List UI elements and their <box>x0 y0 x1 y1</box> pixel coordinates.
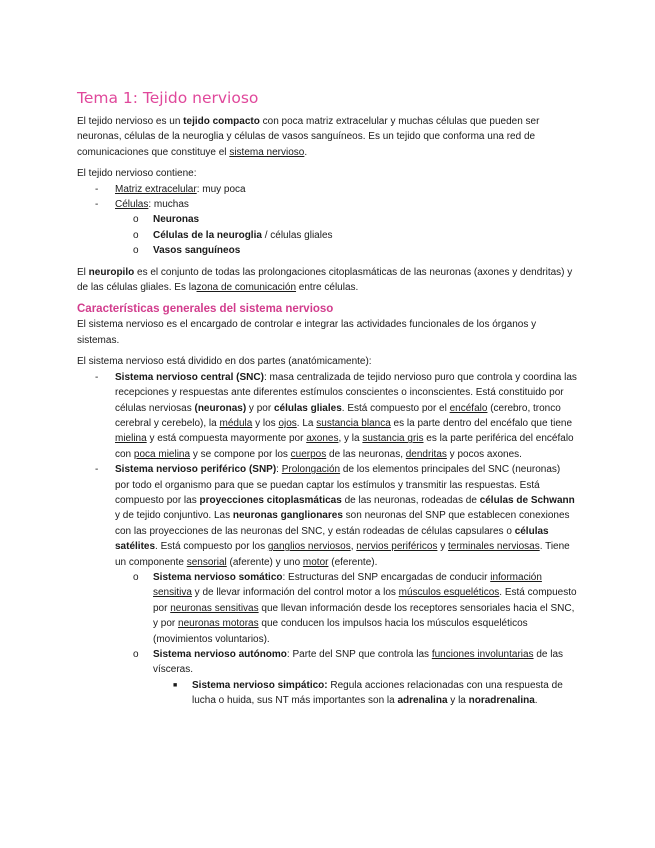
list-item-simpatico: ■ Sistema nervioso simpático: Regula acciones relacionadas con una respuesta de lucha o huida, sus NT más importantes son la adrenalina y la noradrenalina. <box>173 679 563 707</box>
list-item-snc: - Sistema nervioso central (SNC): masa centralizada de tejido nervioso puro que controla y coordina las recepciones y respuestas ante diferentes estímulos conscientes o inconscientes. Está constituido por células nerviosas (neuronas) y por células gliales. Está compuesto por el encéfalo (cerebro, tronco cerebral y cerebelo), la médula y los ojos. La sustancia blanca es la parte dentro del encéfalo que tiene mielina y está compuesta mayormente por axones, y la sustancia gris es la parte periférica del encéfalo con poca mielina y se compone por los cuerpos de las neuronas, dendritas y pocos axones. <box>95 371 577 460</box>
list-item-vasos: o Vasos sanguíneos <box>133 245 241 257</box>
list-item-somatico: o Sistema nervioso somático: Estructuras del SNP encargadas de conducir información sensitiva y de llevar información del control motor a los músculos esqueléticos. Está compuesto por neuronas sensitivas que llevan información desde los receptores sensoriales hacia el SNC, y por neuronas motoras que conducen los impulsos hacia los músculos esqueléticos (movimientos voluntarios). <box>133 571 577 645</box>
page-title: Tema 1: Tejido nervioso <box>77 89 259 107</box>
sn-division-paragraph: El sistema nervioso está dividido en dos partes (anatómicamente): <box>77 356 372 368</box>
list-item-neuroglia: o Células de la neuroglia / células gliales <box>133 229 333 241</box>
sn-parts-list <box>77 370 577 709</box>
neuropilo-paragraph: El neuropilo es el conjunto de todas las prolongaciones citoplasmáticas de las neuronas (axones y dendritas) y de las células gliales. Es lazona de comunicación entre células. <box>77 266 573 294</box>
list-item-snp: - Sistema nervioso periférico (SNP): Prolongación de los elementos principales del SNC (neuronas) por todo el organismo para que se puedan captar los estímulos y transmitir las respuestas. Está compuesto por las proyecciones citoplasmáticas de las neuronas, rodeadas de células de Schwann y de tejido conjuntivo. Las neuronas ganglionares son neuronas del SNP que establecen conexiones con las proyecciones de las neuronas del SNC, y están rodeadas de células capsulares o células satélites. Está compuesto por los ganglios nerviosos, nervios periféricos y terminales nerviosas. Tiene un componente sensorial (aferente) y uno motor (eferente). <box>95 464 575 568</box>
contains-lead: El tejido nervioso contiene: <box>77 168 197 180</box>
list-item-celulas: - Células: muchas <box>95 199 189 211</box>
sn-intro-paragraph: El sistema nervioso es el encargado de controlar e integrar las actividades funcionales de los órganos y sistemas. <box>77 319 537 346</box>
list-item-matriz: - Matriz extracelular: muy poca <box>95 183 246 195</box>
list-item-neuronas: o Neuronas <box>133 214 200 226</box>
intro-paragraph: El tejido nervioso es un tejido compacto con poca matriz extracelular y muchas células que pueden ser neuronas, células de la neuroglia y células de vasos sanguíneos. Es un tejido que conforma una red de comunicaciones que constituye el sistema nervioso. <box>77 116 540 158</box>
document-content <box>77 88 577 709</box>
contains-list <box>77 182 577 259</box>
list-item-autonomo: o Sistema nervioso autónomo: Parte del SNP que controla las funciones involuntarias de las vísceras. <box>133 649 564 676</box>
section-heading: Características generales del sistema nervioso <box>77 303 334 316</box>
